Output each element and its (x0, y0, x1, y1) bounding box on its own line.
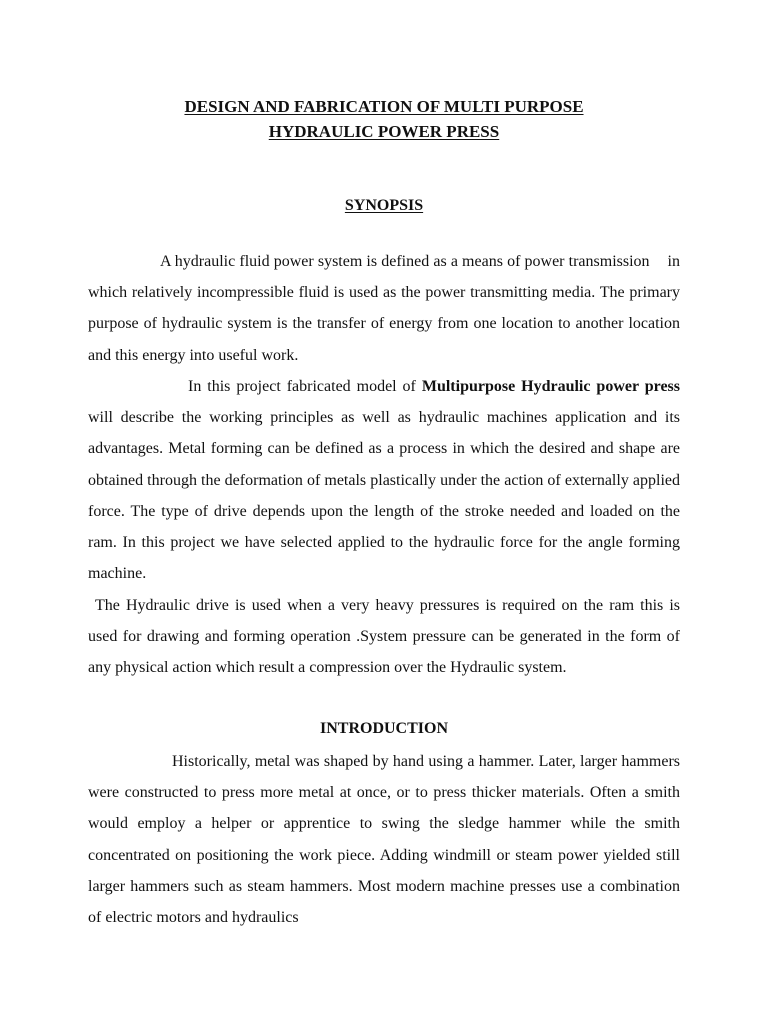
synopsis-paragraph-2 (88, 371, 680, 589)
synopsis-paragraph-2-part-a: In this project fabricated model of (188, 378, 422, 395)
synopsis-paragraph-1 (88, 246, 680, 371)
synopsis-paragraph-1-part-a: A hydraulic fluid power system is defined as a means of power transmission (160, 253, 650, 270)
synopsis-paragraph-3: The Hydraulic drive is used when a very heavy pressures is required on the ram this is used for drawing and forming operation .System pressure can be generated in the form of any physical action which result a compression over the Hydraulic system. (88, 597, 680, 677)
synopsis-paragraph-1-part-b: in which relatively incompressible fluid is used as the power transmitting media. The primary purpose of hydraulic system is the transfer of energy from one location to another location and this energy into useful work. (88, 253, 680, 364)
synopsis-heading: SYNOPSIS (344, 197, 424, 214)
document-title-line-1: DESIGN AND FABRICATION OF MULTI PURPOSE (184, 97, 584, 116)
synopsis-paragraph-2-bold: Multipurpose Hydraulic power press (421, 378, 681, 395)
synopsis-paragraph-2-part-b: will describe the working principles as well as hydraulic machines application and its advantages. Metal forming can be defined as a process in which the desired and shape are obtained through the deformation of metals plastically under the action of externally applied force. The type of drive depends upon the length of the stroke needed and loaded on the ram. In this project we have selected applied to the hydraulic force for the angle forming machine. (88, 409, 680, 583)
introduction-heading: INTRODUCTION (319, 720, 448, 737)
document-title-line-2: HYDRAULIC POWER PRESS (268, 122, 500, 141)
introduction-paragraph-1: Historically, metal was shaped by hand using a hammer. Later, larger hammers were constructed to press more metal at once, or to press thicker materials. Often a smith would employ a helper or apprentice to swing the sledge hammer while the smith concentrated on positioning the work piece. Adding windmill or steam power yielded still larger hammers such as steam hammers. Most modern machine presses use a combination of electric motors and hydraulics (88, 753, 680, 927)
